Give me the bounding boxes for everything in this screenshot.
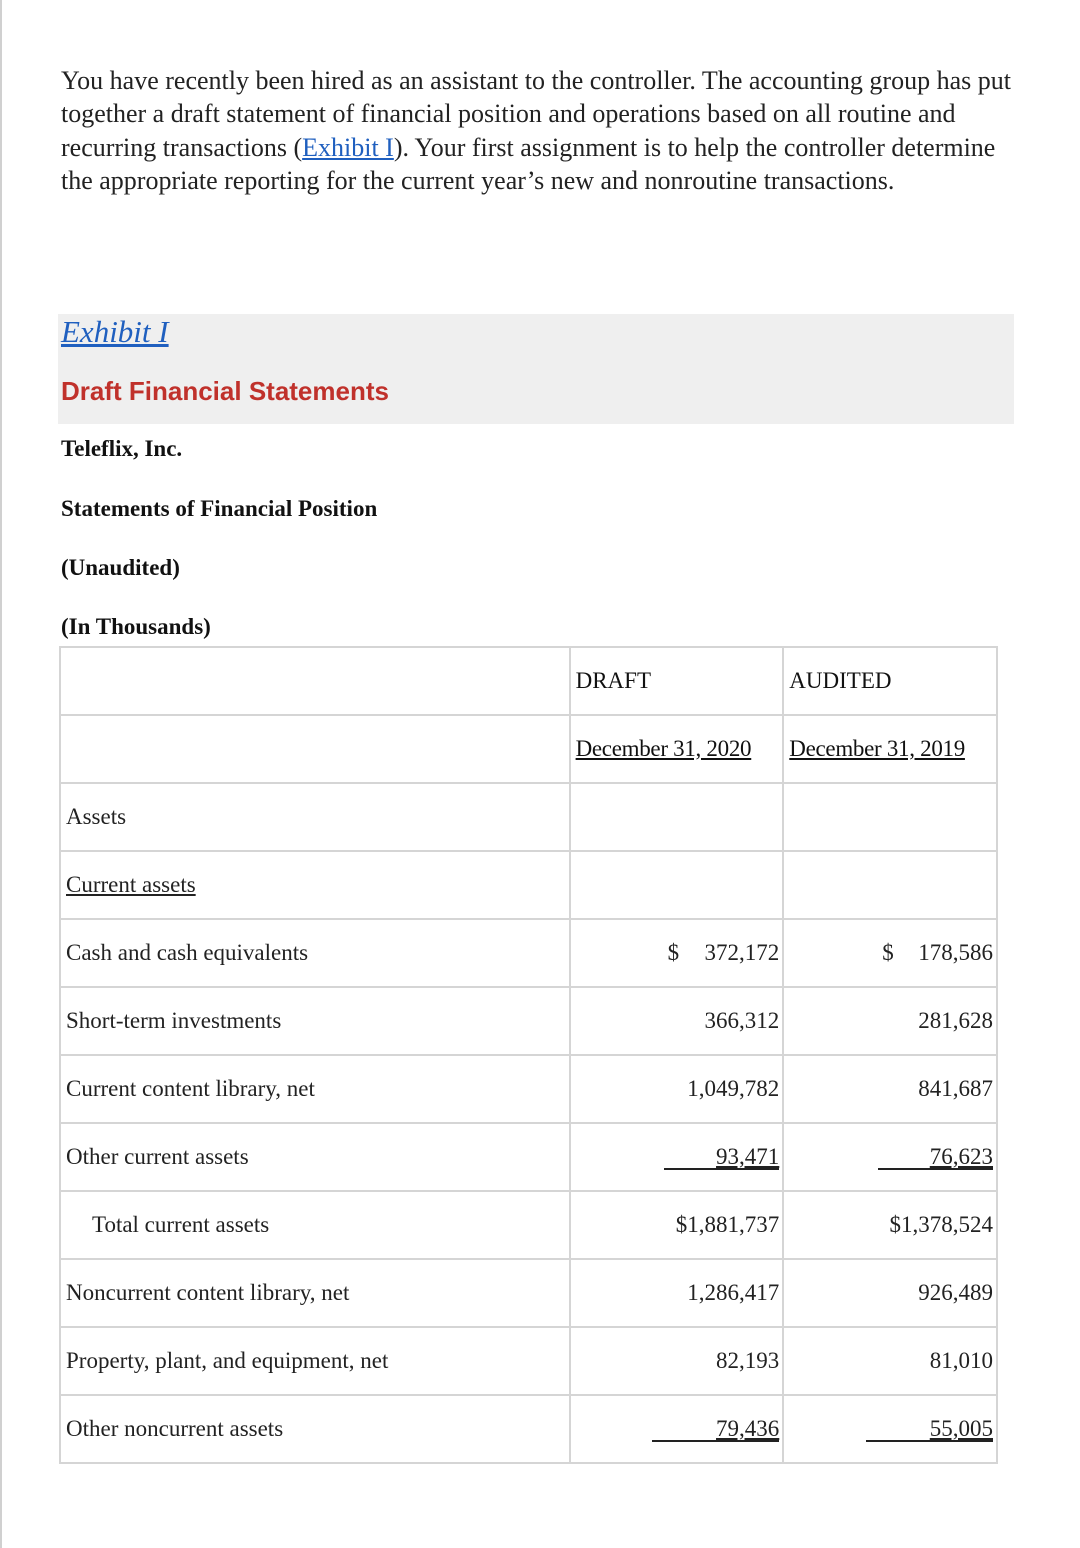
header-blank — [60, 647, 570, 715]
table-row — [60, 987, 997, 1055]
table-row — [60, 1395, 997, 1463]
table-row — [60, 1259, 997, 1327]
draft-value: 79,436 — [652, 1418, 779, 1442]
table-row — [60, 783, 997, 851]
audited-value: 281,628 — [783, 987, 997, 1055]
dollar-sign: $ — [667, 940, 680, 965]
row-label: Other current assets — [60, 1123, 570, 1191]
exhibit-subtitle: Draft Financial Statements — [61, 376, 389, 406]
audited-value: 178,586 — [918, 940, 993, 965]
draft-value: 82,193 — [570, 1327, 784, 1395]
date-draft: December 31, 2020 — [575, 736, 752, 761]
exhibit-header — [58, 314, 1014, 424]
left-border — [0, 0, 2, 1548]
row-label: Short-term investments — [60, 987, 570, 1055]
exhibit-title-link[interactable]: Exhibit I — [61, 314, 169, 349]
draft-value: 93,471 — [664, 1146, 779, 1170]
draft-value: 366,312 — [570, 987, 784, 1055]
date-blank — [60, 715, 570, 783]
dollar-sign: $ — [882, 940, 894, 965]
intro-text-2: ). Your first assignment is to help the controller determine the appropriate reporting for the current year’s new and nonroutine transactions. — [61, 132, 996, 196]
intro-text-1: You have recently been hired as an assistant to the controller. The accounting group has put together a draft statement of financial position and operations based on all routine and recurring transactions ( — [61, 66, 1011, 162]
row-label: Cash and cash equivalents — [60, 919, 570, 987]
audited-value: $1,378,524 — [783, 1191, 997, 1259]
table-row — [60, 851, 997, 919]
audited-value: 81,010 — [783, 1327, 997, 1395]
intro-paragraph — [61, 64, 1011, 198]
table-row — [60, 1327, 997, 1395]
table-row — [60, 1123, 997, 1191]
draft-value: 1,286,417 — [570, 1259, 784, 1327]
statement-title: Statements of Financial Position — [61, 496, 378, 521]
financial-position-table — [59, 646, 998, 1464]
audited-value: 841,687 — [783, 1055, 997, 1123]
audited-value: 55,005 — [866, 1418, 993, 1442]
company-name: Teleflix, Inc. — [61, 436, 183, 461]
header-audited: AUDITED — [783, 647, 997, 715]
table-row — [60, 1055, 997, 1123]
table-row — [60, 715, 997, 783]
exhibit-link[interactable]: Exhibit I — [302, 132, 394, 162]
section-current-assets: Current assets — [66, 872, 196, 897]
section-assets: Assets — [60, 783, 570, 851]
date-audited: December 31, 2019 — [789, 736, 965, 761]
header-draft: DRAFT — [570, 647, 784, 715]
table-row — [60, 647, 997, 715]
row-label: Other noncurrent assets — [60, 1395, 570, 1463]
table-row — [60, 1191, 997, 1259]
row-label: Total current assets — [60, 1191, 570, 1259]
units-label: (In Thousands) — [61, 614, 211, 639]
draft-value: $1,881,737 — [570, 1191, 784, 1259]
row-label: Current content library, net — [60, 1055, 570, 1123]
table-row — [60, 919, 997, 987]
audited-value: 926,489 — [783, 1259, 997, 1327]
row-label: Noncurrent content library, net — [60, 1259, 570, 1327]
draft-value: 372,172 — [704, 940, 780, 965]
row-label: Property, plant, and equipment, net — [60, 1327, 570, 1395]
unaudited-label: (Unaudited) — [61, 555, 180, 580]
draft-value: 1,049,782 — [570, 1055, 784, 1123]
audited-value: 76,623 — [878, 1146, 993, 1170]
